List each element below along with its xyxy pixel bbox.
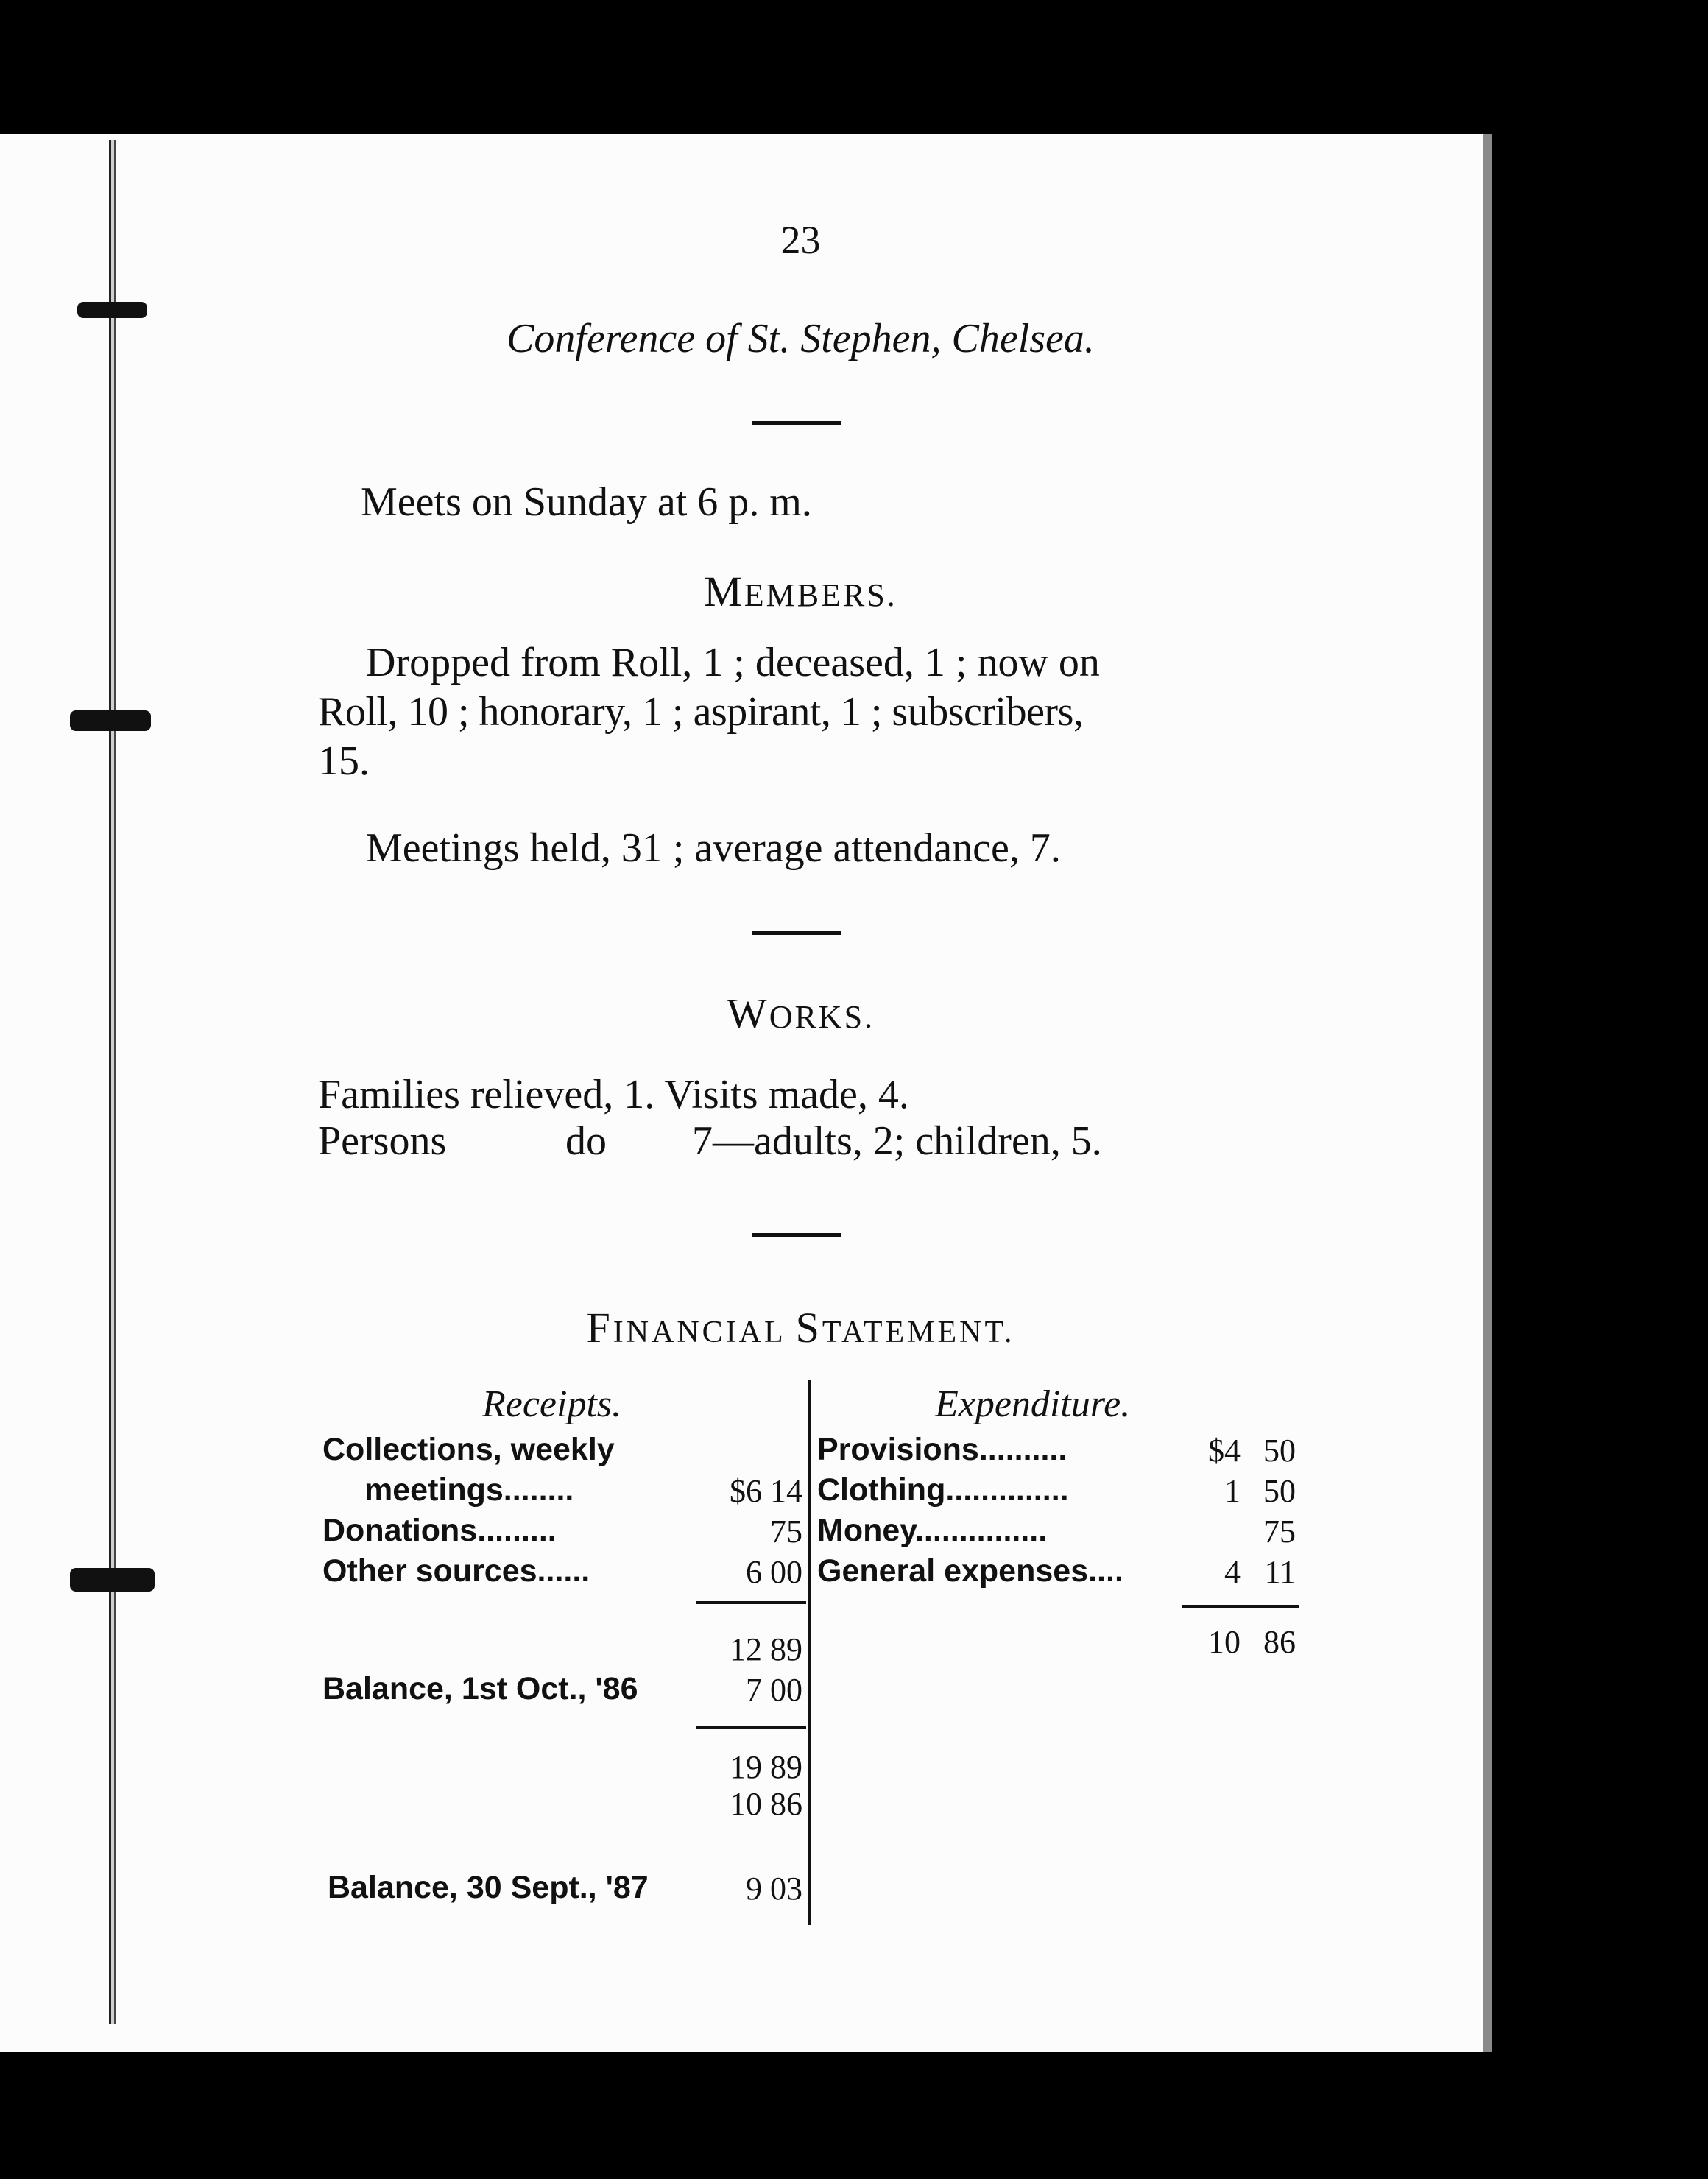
receipts-subtotal-rule bbox=[696, 1601, 806, 1604]
expense-clothing-label: Clothing.............. bbox=[817, 1472, 1069, 1508]
works-line-2-ditto: do bbox=[565, 1118, 607, 1164]
balance-oct-dollars: 7 bbox=[746, 1672, 762, 1708]
meetings-attendance: Meetings held, 31 ; average attendance, 7. bbox=[366, 825, 1061, 871]
binding-stitch bbox=[70, 1568, 155, 1592]
meeting-schedule: Meets on Sunday at 6 p. m. bbox=[361, 479, 812, 525]
column-divider bbox=[808, 1380, 811, 1925]
receipt-collections-label: Collections, weekly bbox=[322, 1432, 615, 1467]
members-line-3: 15. bbox=[318, 738, 370, 784]
receipt-other-dollars: 6 bbox=[746, 1554, 762, 1590]
expense-general-dollars: 4 bbox=[1224, 1554, 1241, 1590]
receipt-donations-cents: 75 bbox=[770, 1514, 802, 1550]
divider bbox=[752, 421, 841, 425]
financial-heading-initial-2: S bbox=[795, 1304, 822, 1352]
less-expenditure-dollars: 10 bbox=[730, 1786, 762, 1822]
works-line-1: Families relieved, 1. Visits made, 4. bbox=[318, 1072, 909, 1117]
page-number: 23 bbox=[780, 218, 821, 262]
works-line-2-label: Persons bbox=[318, 1118, 447, 1164]
expense-total-cents: 86 bbox=[1263, 1624, 1296, 1660]
binding-stitch bbox=[70, 710, 151, 731]
balance-sept-label: Balance, 30 Sept., '87 bbox=[328, 1870, 649, 1905]
expenditure-heading: Expenditure. bbox=[935, 1383, 1131, 1425]
works-line-2-detail: 7—adults, 2; children, 5. bbox=[692, 1118, 1102, 1164]
works-heading-initial: W bbox=[726, 989, 769, 1037]
conference-title: Conference of St. Stephen, Chelsea. bbox=[507, 316, 1095, 361]
members-heading-rest: EMBERS. bbox=[744, 577, 897, 613]
receipt-total-dollars: 19 bbox=[730, 1749, 762, 1785]
works-heading-rest: ORKS. bbox=[769, 999, 875, 1035]
divider bbox=[752, 931, 841, 935]
financial-heading-initial: F bbox=[586, 1304, 613, 1352]
expense-provisions-cents: 50 bbox=[1263, 1433, 1296, 1469]
expense-provisions-dollars: $4 bbox=[1208, 1433, 1241, 1469]
receipt-other-cents: 00 bbox=[770, 1554, 802, 1590]
balance-oct-label: Balance, 1st Oct., '86 bbox=[322, 1671, 638, 1706]
binding-thread bbox=[109, 140, 116, 2024]
receipt-subtotal-cents: 89 bbox=[770, 1631, 802, 1667]
receipt-subtotal-dollars: 12 bbox=[730, 1631, 762, 1667]
balance-sept-cents: 03 bbox=[770, 1871, 802, 1907]
receipts-total-rule bbox=[696, 1726, 806, 1729]
divider bbox=[752, 1233, 841, 1237]
page-edge-shadow bbox=[1483, 134, 1492, 2052]
works-heading bbox=[0, 989, 1601, 1038]
receipt-other-label: Other sources...... bbox=[322, 1553, 590, 1589]
expense-general-label: General expenses.... bbox=[817, 1553, 1123, 1589]
expenditure-total-rule bbox=[1182, 1605, 1299, 1608]
receipts-heading: Receipts. bbox=[482, 1383, 622, 1425]
receipt-collections-dollars: $6 bbox=[730, 1473, 762, 1509]
financial-heading-word1: INANCIAL bbox=[613, 1315, 786, 1349]
expense-money-cents: 75 bbox=[1263, 1514, 1296, 1550]
members-heading bbox=[0, 567, 1601, 616]
receipt-donations-label: Donations......... bbox=[322, 1513, 557, 1548]
balance-oct-cents: 00 bbox=[770, 1672, 802, 1708]
expense-total-dollars: 10 bbox=[1208, 1624, 1241, 1660]
members-heading-initial: M bbox=[704, 568, 744, 615]
members-line-2: Roll, 10 ; honorary, 1 ; aspirant, 1 ; subscribers, bbox=[318, 689, 1084, 735]
expense-clothing-cents: 50 bbox=[1263, 1473, 1296, 1509]
balance-sept-dollars: 9 bbox=[746, 1871, 762, 1907]
financial-heading bbox=[0, 1303, 1601, 1352]
receipt-collections-cents: 14 bbox=[770, 1473, 802, 1509]
less-expenditure-cents: 86 bbox=[770, 1786, 802, 1822]
expense-provisions-label: Provisions.......... bbox=[817, 1432, 1068, 1467]
expense-money-label: Money............... bbox=[817, 1513, 1048, 1548]
financial-heading-word2: TATEMENT. bbox=[822, 1315, 1015, 1349]
expense-general-cents: 11 bbox=[1264, 1554, 1296, 1590]
receipt-collections-label-cont: meetings........ bbox=[364, 1472, 574, 1508]
receipt-total-cents: 89 bbox=[770, 1749, 802, 1785]
expense-clothing-dollars: 1 bbox=[1224, 1473, 1241, 1509]
members-line-1: Dropped from Roll, 1 ; deceased, 1 ; now on bbox=[366, 640, 1100, 685]
